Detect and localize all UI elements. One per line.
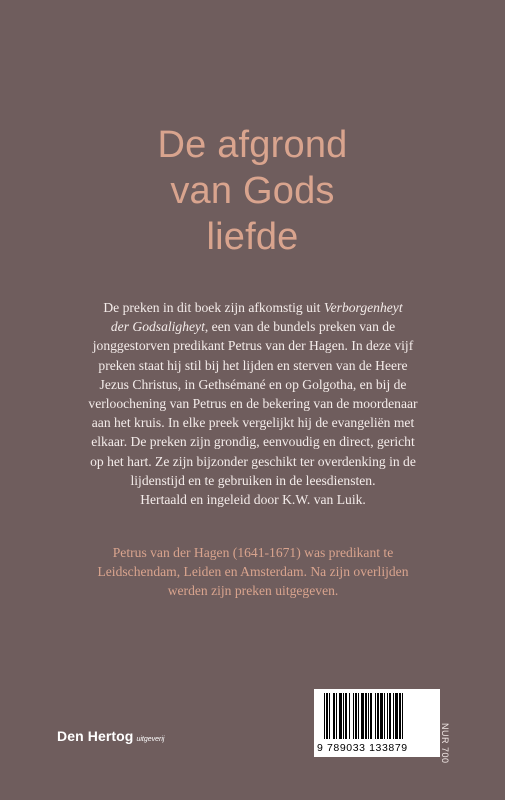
barcode-bars xyxy=(314,689,440,741)
bio-line: Petrus van der Hagen (1641-1671) was predikant te xyxy=(112,545,394,560)
blurb-line: op het hart. Ze zijn bijzonder geschikt ter overdenking in de xyxy=(90,453,416,469)
title-line: liefde xyxy=(206,216,299,258)
blurb-line: Jezus Christus, in Gethsémané en op Golgotha, en bij de xyxy=(99,376,407,392)
publisher-name: Den Hertog xyxy=(57,728,134,744)
blurb-line xyxy=(70,298,436,317)
book-source-title: Verborgenheyt xyxy=(323,300,403,315)
book-title xyxy=(0,122,505,260)
publisher-logo xyxy=(57,728,164,746)
title-line: van Gods xyxy=(170,170,335,212)
blurb-text-span: , een van de bundels preken van de xyxy=(204,319,396,335)
blurb-text-span: De preken in dit boek zijn afkomstig uit xyxy=(103,300,324,315)
isbn-barcode xyxy=(314,689,440,757)
isbn-number: 9 789033 133879 xyxy=(317,742,408,754)
bio-line: werden zijn preken uitgegeven. xyxy=(167,583,339,599)
publisher-subtitle: uitgeverij xyxy=(136,736,165,743)
blurb-text xyxy=(70,298,436,509)
blurb-line: lijdenstijd en te gebruiken in de leesdiensten. xyxy=(130,472,376,488)
book-source-title: der Godsaligheyt xyxy=(110,319,205,335)
blurb-line: Hertaald en ingeleid door K.W. van Luik. xyxy=(140,492,366,508)
blurb-line: jonggestorven predikant Petrus van der Hagen. In deze vijf xyxy=(92,338,414,354)
blurb-line: elkaar. De preken zijn grondig, eenvoudig en direct, gericht xyxy=(91,434,415,450)
blurb-line: aan het kruis. In elke preek vergelijkt hij de evangeliën met xyxy=(91,415,415,431)
author-bio xyxy=(70,543,436,601)
blurb-line: preken staat hij stil bij het lijden en sterven van de Heere xyxy=(98,357,408,373)
bio-line: Leidschendam, Leiden en Amsterdam. Na zijn overlijden xyxy=(97,564,409,580)
title-line: De afgrond xyxy=(157,124,348,166)
blurb-line: verloochening van Petrus en de bekering van de moordenaar xyxy=(88,396,418,412)
nur-code: NUR 700 xyxy=(440,723,450,764)
blurb-line xyxy=(70,317,436,336)
